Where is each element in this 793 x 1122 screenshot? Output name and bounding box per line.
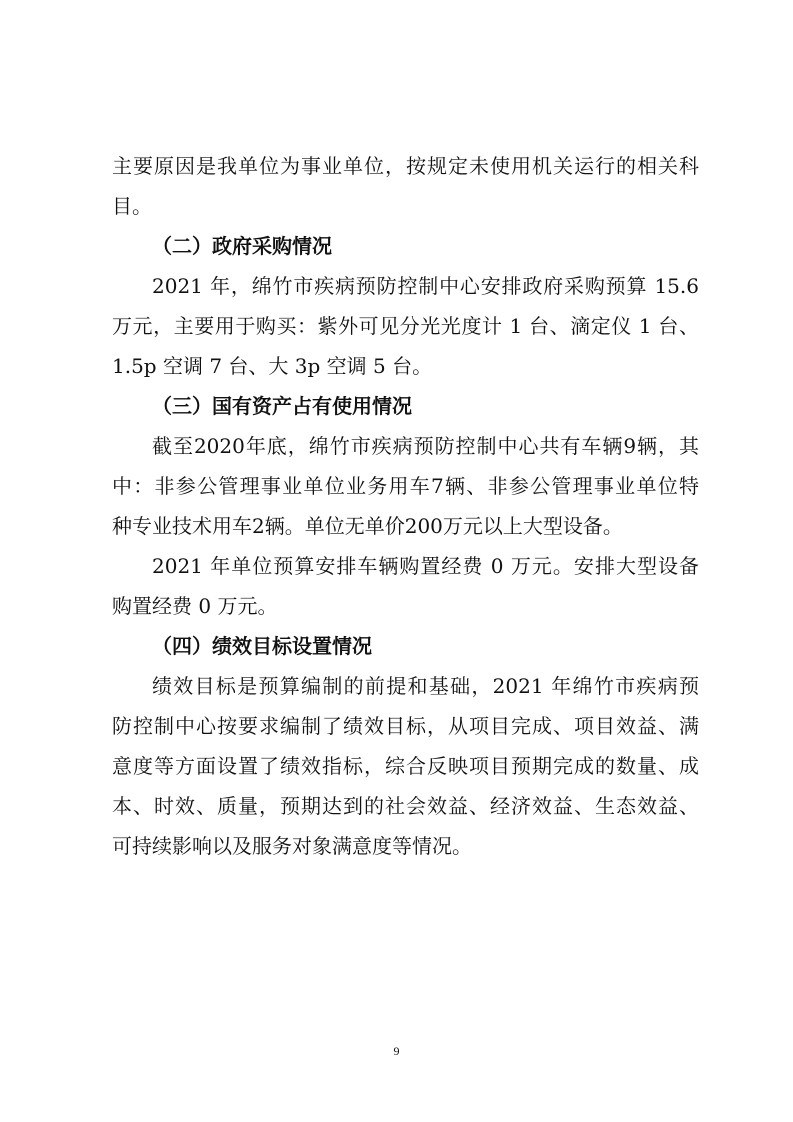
section3-para1-line-3: 种专业技术用车2辆。单位无单价200万元以上大型设备。 <box>112 514 623 538</box>
section4-line-5: 可持续影响以及服务对象满意度等情况。 <box>112 834 472 858</box>
para1-line-1: 主要原因是我单位为事业单位，按规定未使用机关运行的相关科 <box>112 154 699 178</box>
para1-line-2: 目。 <box>112 194 152 218</box>
section4-line-1: 绩效目标是预算编制的前提和基础，2021 年绵竹市疾病预 <box>152 674 699 698</box>
section4-line-2: 防控制中心按要求编制了绩效目标，从项目完成、项目效益、满 <box>112 714 699 738</box>
page-number: 9 <box>393 1044 400 1058</box>
section3-para2-line-2: 购置经费 0 万元。 <box>112 594 278 618</box>
section2-heading: （二）政府采购情况 <box>152 234 332 258</box>
section3-para1-line-1: 截至2020年底，绵竹市疾病预防控制中心共有车辆9辆，其 <box>152 434 699 458</box>
section3-para2-line-1: 2021 年单位预算安排车辆购置经费 0 万元。安排大型设备 <box>152 554 699 578</box>
section2-line-3: 1.5p 空调 7 台、大 3p 空调 5 台。 <box>112 354 433 378</box>
section4-line-3: 意度等方面设置了绩效指标，综合反映项目预期完成的数量、成 <box>112 754 699 778</box>
section2-line-2: 万元，主要用于购买：紫外可见分光光度计 1 台、滴定仪 1 台、 <box>112 314 699 338</box>
section4-line-4: 本、时效、质量，预期达到的社会效益、经济效益、生态效益、 <box>112 794 699 818</box>
section2-line-1: 2021 年，绵竹市疾病预防控制中心安排政府采购预算 15.6 <box>152 274 699 298</box>
section3-para1-line-2: 中：非参公管理事业单位业务用车7辆、非参公管理事业单位特 <box>112 474 699 498</box>
section3-heading: （三）国有资产占有使用情况 <box>152 394 412 418</box>
section4-heading: （四）绩效目标设置情况 <box>152 634 372 658</box>
